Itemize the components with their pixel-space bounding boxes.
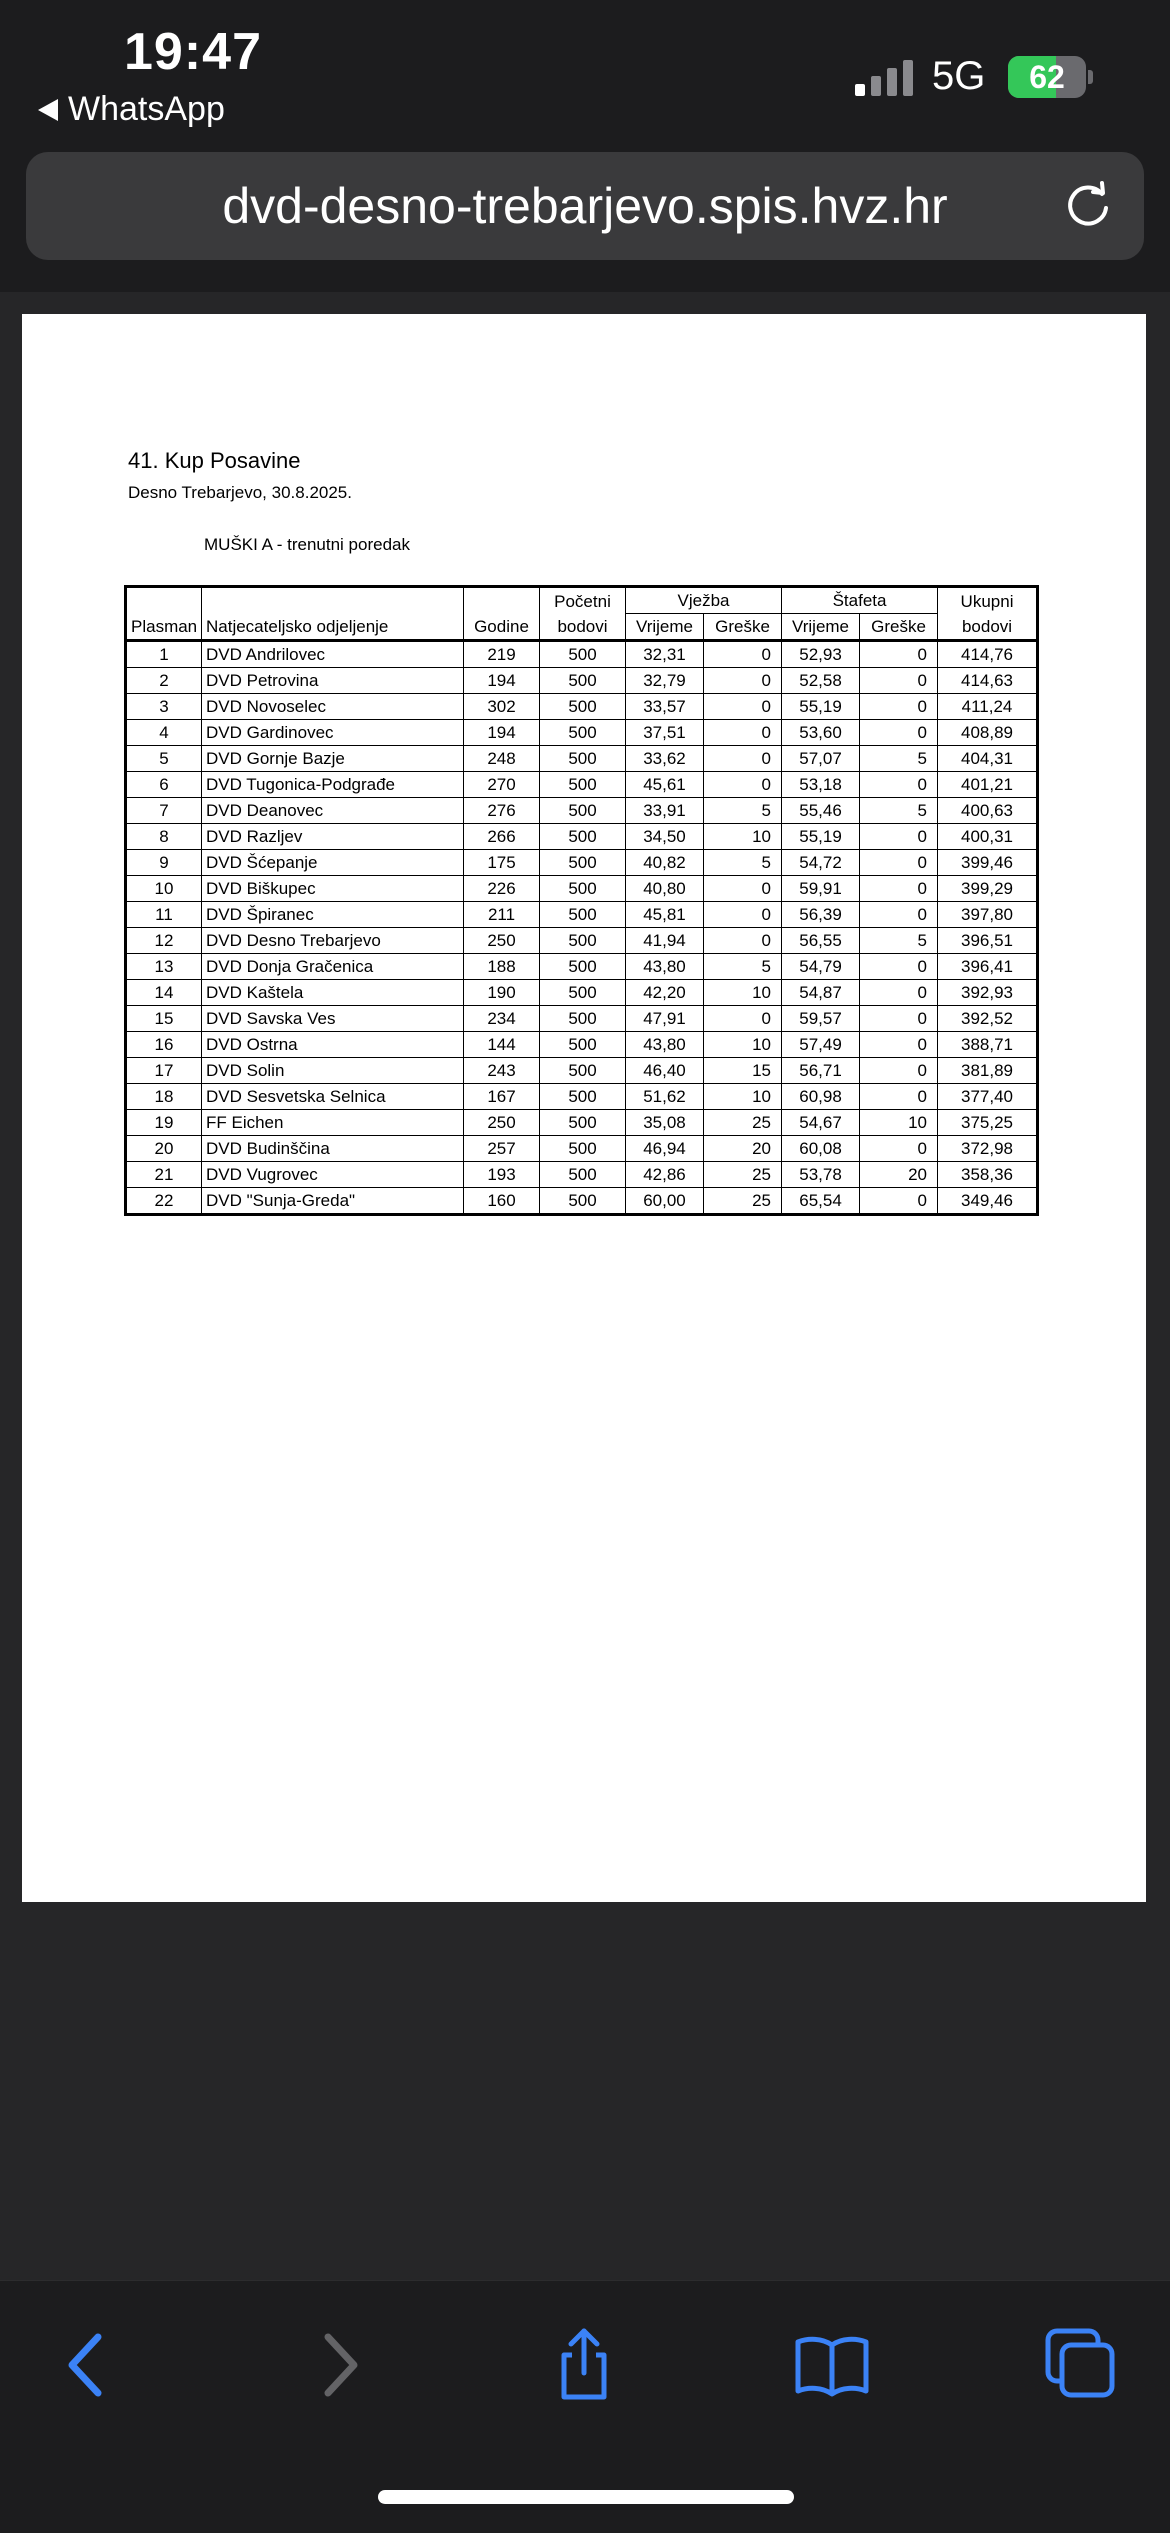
cell-stafeta-greske: 5 [860, 746, 938, 772]
cell-plasman: 21 [126, 1162, 202, 1188]
cell-godine: 219 [464, 641, 540, 668]
cell-pocetni: 500 [540, 694, 626, 720]
cell-pocetni: 500 [540, 1110, 626, 1136]
cell-odjeljenje: DVD Sesvetska Selnica [202, 1084, 464, 1110]
status-bar [0, 0, 1170, 140]
cell-vjezba-greske: 10 [704, 824, 782, 850]
cell-pocetni: 500 [540, 928, 626, 954]
cell-ukupni: 392,93 [938, 980, 1038, 1006]
cell-stafeta-vrijeme: 55,19 [782, 824, 860, 850]
cell-plasman: 8 [126, 824, 202, 850]
cell-stafeta-vrijeme: 54,67 [782, 1110, 860, 1136]
cell-pocetni: 500 [540, 954, 626, 980]
cell-godine: 270 [464, 772, 540, 798]
cell-ukupni: 377,40 [938, 1084, 1038, 1110]
cell-vjezba-greske: 0 [704, 902, 782, 928]
cell-stafeta-greske: 0 [860, 720, 938, 746]
cell-stafeta-vrijeme: 53,18 [782, 772, 860, 798]
cell-stafeta-vrijeme: 56,39 [782, 902, 860, 928]
cell-stafeta-vrijeme: 54,87 [782, 980, 860, 1006]
cell-plasman: 15 [126, 1006, 202, 1032]
cell-stafeta-vrijeme: 59,57 [782, 1006, 860, 1032]
table-row [126, 1006, 1038, 1032]
cell-vjezba-vrijeme: 42,86 [626, 1162, 704, 1188]
cell-odjeljenje: DVD "Sunja-Greda" [202, 1188, 464, 1215]
cell-plasman: 7 [126, 798, 202, 824]
cell-vjezba-greske: 0 [704, 928, 782, 954]
cell-ukupni: 414,63 [938, 668, 1038, 694]
header-pocetni-top: Početni [540, 587, 626, 614]
header-vjezba: Vježba [626, 587, 782, 614]
back-app-label: WhatsApp [68, 90, 225, 128]
cell-pocetni: 500 [540, 1136, 626, 1162]
table-row [126, 902, 1038, 928]
cell-pocetni: 500 [540, 720, 626, 746]
cell-ukupni: 388,71 [938, 1032, 1038, 1058]
cell-ukupni: 397,80 [938, 902, 1038, 928]
cell-vjezba-greske: 25 [704, 1188, 782, 1215]
cell-odjeljenje: DVD Tugonica-Podgrađe [202, 772, 464, 798]
table-row [126, 1110, 1038, 1136]
cell-godine: 160 [464, 1188, 540, 1215]
cell-pocetni: 500 [540, 824, 626, 850]
cell-plasman: 12 [126, 928, 202, 954]
table-row [126, 1084, 1038, 1110]
cell-vjezba-vrijeme: 40,80 [626, 876, 704, 902]
forward-icon[interactable] [298, 2325, 378, 2405]
table-row [126, 1136, 1038, 1162]
cell-pocetni: 500 [540, 641, 626, 668]
table-row [126, 641, 1038, 668]
cell-godine: 276 [464, 798, 540, 824]
cell-ukupni: 401,21 [938, 772, 1038, 798]
reload-icon[interactable] [1062, 180, 1114, 232]
cell-vjezba-vrijeme: 45,81 [626, 902, 704, 928]
cell-stafeta-greske: 0 [860, 668, 938, 694]
cell-vjezba-vrijeme: 41,94 [626, 928, 704, 954]
cell-vjezba-greske: 5 [704, 798, 782, 824]
cell-godine: 194 [464, 720, 540, 746]
cell-pocetni: 500 [540, 850, 626, 876]
table-header-row [126, 587, 1038, 614]
cell-vjezba-greske: 0 [704, 876, 782, 902]
cell-vjezba-vrijeme: 43,80 [626, 1032, 704, 1058]
cell-stafeta-greske: 0 [860, 980, 938, 1006]
cell-vjezba-vrijeme: 51,62 [626, 1084, 704, 1110]
cell-godine: 250 [464, 1110, 540, 1136]
cell-stafeta-greske: 0 [860, 824, 938, 850]
cell-godine: 257 [464, 1136, 540, 1162]
cell-godine: 194 [464, 668, 540, 694]
url-text: dvd-desno-trebarjevo.spis.hvz.hr [222, 178, 948, 234]
cell-stafeta-vrijeme: 55,19 [782, 694, 860, 720]
cell-godine: 167 [464, 1084, 540, 1110]
cell-godine: 243 [464, 1058, 540, 1084]
cell-godine: 226 [464, 876, 540, 902]
table-row [126, 876, 1038, 902]
cell-plasman: 14 [126, 980, 202, 1006]
cell-stafeta-greske: 10 [860, 1110, 938, 1136]
results-table [124, 585, 1039, 1216]
cell-stafeta-vrijeme: 57,07 [782, 746, 860, 772]
cell-godine: 175 [464, 850, 540, 876]
cell-stafeta-greske: 0 [860, 850, 938, 876]
cell-vjezba-greske: 0 [704, 772, 782, 798]
document-subtitle: Desno Trebarjevo, 30.8.2025. [128, 483, 352, 502]
cell-vjezba-vrijeme: 40,82 [626, 850, 704, 876]
cell-pocetni: 500 [540, 1006, 626, 1032]
cell-stafeta-greske: 5 [860, 928, 938, 954]
cell-pocetni: 500 [540, 1188, 626, 1215]
cell-godine: 266 [464, 824, 540, 850]
cell-stafeta-greske: 0 [860, 694, 938, 720]
table-row [126, 1188, 1038, 1215]
cell-plasman: 9 [126, 850, 202, 876]
table-header-row [126, 614, 1038, 641]
cell-ukupni: 396,41 [938, 954, 1038, 980]
cell-ukupni: 400,31 [938, 824, 1038, 850]
cell-godine: 193 [464, 1162, 540, 1188]
cell-vjezba-greske: 0 [704, 720, 782, 746]
cell-ukupni: 392,52 [938, 1006, 1038, 1032]
cell-vjezba-greske: 0 [704, 1006, 782, 1032]
cell-stafeta-greske: 20 [860, 1162, 938, 1188]
cell-vjezba-vrijeme: 34,50 [626, 824, 704, 850]
cell-pocetni: 500 [540, 1032, 626, 1058]
cell-plasman: 18 [126, 1084, 202, 1110]
cell-vjezba-greske: 10 [704, 1084, 782, 1110]
table-row [126, 746, 1038, 772]
table-row [126, 850, 1038, 876]
cell-godine: 190 [464, 980, 540, 1006]
header-vjezba-greske: Greške [704, 614, 782, 641]
header-stafeta-vrijeme: Vrijeme [782, 614, 860, 641]
cell-stafeta-vrijeme: 56,71 [782, 1058, 860, 1084]
signal-strength-icon [855, 58, 915, 96]
cell-stafeta-greske: 0 [860, 902, 938, 928]
header-plasman: Plasman [126, 614, 202, 641]
cell-ukupni: 400,63 [938, 798, 1038, 824]
cell-stafeta-greske: 5 [860, 798, 938, 824]
cell-ukupni: 358,36 [938, 1162, 1038, 1188]
cell-vjezba-greske: 25 [704, 1110, 782, 1136]
network-type: 5G [932, 54, 986, 98]
table-row [126, 928, 1038, 954]
cell-vjezba-greske: 5 [704, 954, 782, 980]
cell-stafeta-greske: 0 [860, 1058, 938, 1084]
cell-plasman: 17 [126, 1058, 202, 1084]
cell-stafeta-vrijeme: 54,72 [782, 850, 860, 876]
cell-ukupni: 411,24 [938, 694, 1038, 720]
cell-stafeta-vrijeme: 53,60 [782, 720, 860, 746]
cell-vjezba-vrijeme: 60,00 [626, 1188, 704, 1215]
cell-pocetni: 500 [540, 1162, 626, 1188]
cell-stafeta-vrijeme: 52,93 [782, 641, 860, 668]
cell-odjeljenje: DVD Ostrna [202, 1032, 464, 1058]
cell-odjeljenje: DVD Andrilovec [202, 641, 464, 668]
cell-godine: 250 [464, 928, 540, 954]
cell-stafeta-greske: 0 [860, 772, 938, 798]
cell-odjeljenje: DVD Špiranec [202, 902, 464, 928]
cell-pocetni: 500 [540, 1084, 626, 1110]
cell-ukupni: 399,46 [938, 850, 1038, 876]
header-godine: Godine [464, 614, 540, 641]
share-icon[interactable] [544, 2325, 624, 2405]
cell-stafeta-greske: 0 [860, 1084, 938, 1110]
cell-odjeljenje: DVD Kaštela [202, 980, 464, 1006]
cell-plasman: 1 [126, 641, 202, 668]
header-pocetni-bottom: bodovi [540, 614, 626, 641]
table-row [126, 1162, 1038, 1188]
cell-plasman: 22 [126, 1188, 202, 1215]
cell-godine: 188 [464, 954, 540, 980]
cell-vjezba-vrijeme: 43,80 [626, 954, 704, 980]
cell-odjeljenje: DVD Biškupec [202, 876, 464, 902]
cell-plasman: 19 [126, 1110, 202, 1136]
table-row [126, 798, 1038, 824]
cell-ukupni: 408,89 [938, 720, 1038, 746]
cell-vjezba-vrijeme: 33,62 [626, 746, 704, 772]
home-indicator [378, 2490, 794, 2504]
tabs-icon[interactable] [1040, 2325, 1120, 2405]
cell-pocetni: 500 [540, 876, 626, 902]
cell-stafeta-vrijeme: 52,58 [782, 668, 860, 694]
cell-plasman: 5 [126, 746, 202, 772]
cell-stafeta-vrijeme: 54,79 [782, 954, 860, 980]
cell-stafeta-vrijeme: 60,98 [782, 1084, 860, 1110]
cell-pocetni: 500 [540, 668, 626, 694]
cell-stafeta-greske: 0 [860, 641, 938, 668]
cell-vjezba-greske: 5 [704, 850, 782, 876]
cell-stafeta-greske: 0 [860, 1136, 938, 1162]
cell-odjeljenje: DVD Donja Gračenica [202, 954, 464, 980]
cell-ukupni: 349,46 [938, 1188, 1038, 1215]
cell-odjeljenje: DVD Razljev [202, 824, 464, 850]
cell-godine: 144 [464, 1032, 540, 1058]
table-row [126, 954, 1038, 980]
header-stafeta-greske: Greške [860, 614, 938, 641]
cell-vjezba-greske: 15 [704, 1058, 782, 1084]
table-row [126, 980, 1038, 1006]
cell-odjeljenje: DVD Deanovec [202, 798, 464, 824]
battery-level: 62 [1029, 59, 1065, 95]
header-stafeta: Štafeta [782, 587, 938, 614]
cell-vjezba-greske: 20 [704, 1136, 782, 1162]
cell-pocetni: 500 [540, 1058, 626, 1084]
back-to-app-button[interactable] [38, 90, 225, 129]
cell-plasman: 13 [126, 954, 202, 980]
cell-vjezba-vrijeme: 32,79 [626, 668, 704, 694]
cell-plasman: 20 [126, 1136, 202, 1162]
cell-pocetni: 500 [540, 980, 626, 1006]
cell-vjezba-greske: 0 [704, 694, 782, 720]
cell-stafeta-vrijeme: 65,54 [782, 1188, 860, 1215]
header-odjeljenje: Natjecateljsko odjeljenje [202, 614, 464, 641]
table-row [126, 668, 1038, 694]
cell-vjezba-greske: 0 [704, 746, 782, 772]
cell-ukupni: 399,29 [938, 876, 1038, 902]
header-ukupni-bottom: bodovi [938, 614, 1038, 641]
back-icon[interactable] [48, 2325, 128, 2405]
cell-vjezba-vrijeme: 46,40 [626, 1058, 704, 1084]
cell-ukupni: 372,98 [938, 1136, 1038, 1162]
cell-stafeta-vrijeme: 55,46 [782, 798, 860, 824]
cell-vjezba-vrijeme: 33,91 [626, 798, 704, 824]
cell-godine: 248 [464, 746, 540, 772]
cell-odjeljenje: DVD Gornje Bazje [202, 746, 464, 772]
cell-vjezba-vrijeme: 37,51 [626, 720, 704, 746]
cell-vjezba-vrijeme: 42,20 [626, 980, 704, 1006]
cell-odjeljenje: DVD Šćepanje [202, 850, 464, 876]
cell-vjezba-vrijeme: 45,61 [626, 772, 704, 798]
cell-plasman: 4 [126, 720, 202, 746]
cell-ukupni: 375,25 [938, 1110, 1038, 1136]
cell-stafeta-greske: 0 [860, 954, 938, 980]
cell-stafeta-vrijeme: 53,78 [782, 1162, 860, 1188]
cell-ukupni: 396,51 [938, 928, 1038, 954]
cell-vjezba-greske: 10 [704, 1032, 782, 1058]
cell-plasman: 2 [126, 668, 202, 694]
cell-stafeta-vrijeme: 59,91 [782, 876, 860, 902]
cell-odjeljenje: DVD Desno Trebarjevo [202, 928, 464, 954]
cell-plasman: 3 [126, 694, 202, 720]
cell-odjeljenje: DVD Savska Ves [202, 1006, 464, 1032]
cell-plasman: 11 [126, 902, 202, 928]
cell-odjeljenje: DVD Petrovina [202, 668, 464, 694]
table-row [126, 694, 1038, 720]
bookmarks-icon[interactable] [792, 2325, 872, 2405]
cell-stafeta-greske: 0 [860, 1032, 938, 1058]
cell-odjeljenje: DVD Novoselec [202, 694, 464, 720]
cell-odjeljenje: DVD Solin [202, 1058, 464, 1084]
results-body [126, 641, 1038, 1215]
cell-vjezba-greske: 10 [704, 980, 782, 1006]
table-row [126, 1032, 1038, 1058]
cell-vjezba-vrijeme: 46,94 [626, 1136, 704, 1162]
cell-vjezba-greske: 0 [704, 641, 782, 668]
cell-pocetni: 500 [540, 772, 626, 798]
cell-vjezba-greske: 25 [704, 1162, 782, 1188]
document-title: 41. Kup Posavine [128, 448, 301, 473]
address-bar[interactable] [26, 152, 1144, 260]
cell-ukupni: 414,76 [938, 641, 1038, 668]
cell-godine: 302 [464, 694, 540, 720]
battery-icon [1008, 56, 1086, 98]
header-ukupni-top: Ukupni [938, 587, 1038, 614]
cell-ukupni: 404,31 [938, 746, 1038, 772]
table-row [126, 824, 1038, 850]
header-vjezba-vrijeme: Vrijeme [626, 614, 704, 641]
cell-vjezba-vrijeme: 35,08 [626, 1110, 704, 1136]
cell-odjeljenje: DVD Gardinovec [202, 720, 464, 746]
cell-odjeljenje: DVD Vugrovec [202, 1162, 464, 1188]
cell-godine: 234 [464, 1006, 540, 1032]
cell-pocetni: 500 [540, 798, 626, 824]
status-time: 19:47 [124, 23, 262, 81]
cell-vjezba-vrijeme: 47,91 [626, 1006, 704, 1032]
document-section-title: MUŠKI A - trenutni poredak [204, 535, 410, 554]
table-row [126, 720, 1038, 746]
cell-vjezba-greske: 0 [704, 668, 782, 694]
table-row [126, 1058, 1038, 1084]
cell-pocetni: 500 [540, 902, 626, 928]
cell-stafeta-vrijeme: 57,49 [782, 1032, 860, 1058]
cell-stafeta-vrijeme: 56,55 [782, 928, 860, 954]
cell-stafeta-greske: 0 [860, 1188, 938, 1215]
table-row [126, 772, 1038, 798]
cell-godine: 211 [464, 902, 540, 928]
back-triangle-icon [38, 99, 58, 121]
cell-plasman: 16 [126, 1032, 202, 1058]
cell-pocetni: 500 [540, 746, 626, 772]
cell-stafeta-greske: 0 [860, 876, 938, 902]
cell-plasman: 6 [126, 772, 202, 798]
cell-odjeljenje: FF Eichen [202, 1110, 464, 1136]
cell-ukupni: 381,89 [938, 1058, 1038, 1084]
battery-tip [1088, 70, 1093, 84]
cell-plasman: 10 [126, 876, 202, 902]
cell-odjeljenje: DVD Budinščina [202, 1136, 464, 1162]
cell-stafeta-vrijeme: 60,08 [782, 1136, 860, 1162]
cell-stafeta-greske: 0 [860, 1006, 938, 1032]
cell-vjezba-vrijeme: 33,57 [626, 694, 704, 720]
cell-vjezba-vrijeme: 32,31 [626, 641, 704, 668]
